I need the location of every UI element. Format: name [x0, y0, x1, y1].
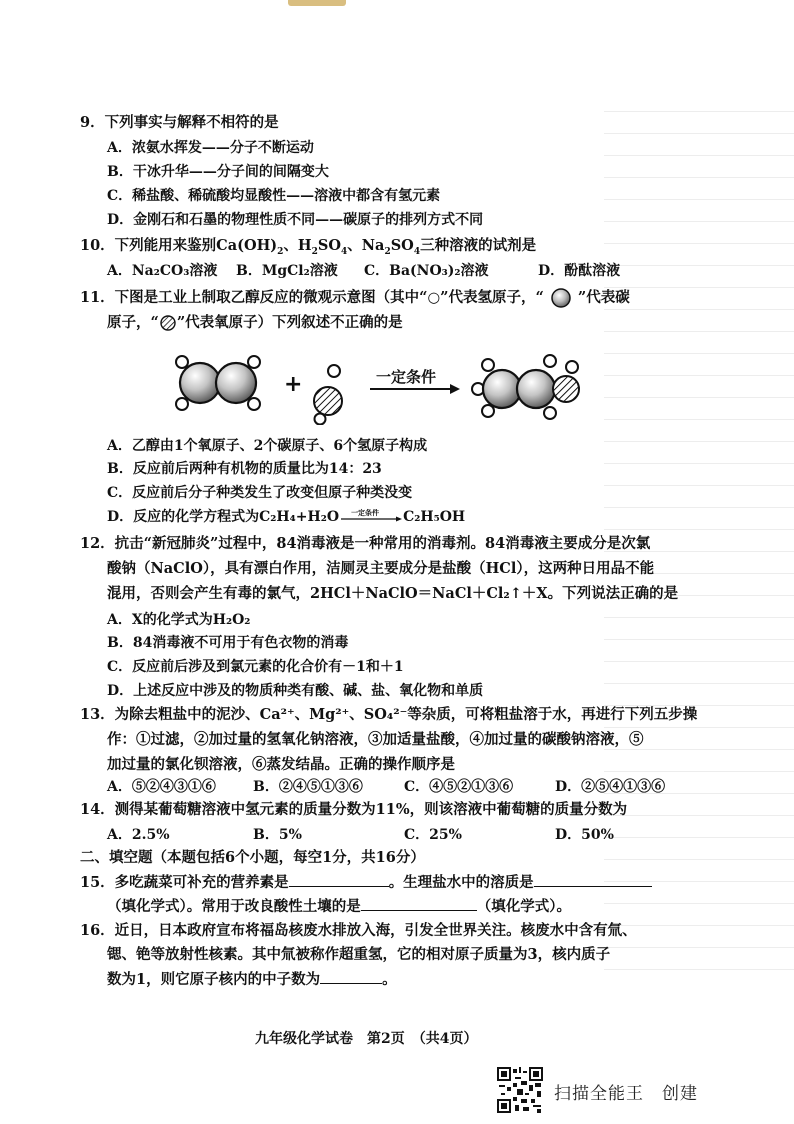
q11-option-b: B．反应前后两种有机物的质量比为14：23 — [107, 461, 382, 477]
q13-option-a: A．⑤②④③①⑥ — [107, 779, 216, 795]
arrow-condition-label: 一定条件 — [376, 368, 437, 386]
q10-option-d: D．酚酞溶液 — [538, 263, 621, 279]
q10-option-a: A．Na₂CO₃溶液 — [107, 263, 218, 279]
q15-line2: （填化学式）。常用于改良酸性土壤的是 （填化学式）。 — [107, 898, 571, 915]
q12-option-a: A．X的化学式为H₂O₂ — [107, 612, 251, 628]
q15-line1: 15．多吃蔬菜可补充的营养素是 。生理盐水中的溶质是 — [80, 872, 652, 893]
q10-stem: 10．下列能用来鉴别$Ca(OH)_2$、$H_2SO_4$、$Na_2SO_4$三种溶液的试剂是 — [80, 237, 537, 257]
q15-blank-nutrient[interactable] — [289, 872, 389, 887]
scanner-watermark: 扫描全能王 创建 — [554, 1084, 698, 1104]
qr-code-icon — [497, 1067, 543, 1113]
q15-blank-soil[interactable] — [361, 896, 477, 911]
q9-stem: 9．下列事实与解释不相符的是 — [80, 114, 279, 131]
oxygen-atom-legend-icon — [159, 314, 177, 332]
q10-option-c: C．Ba(NO₃)₂溶液 — [364, 263, 489, 279]
equation-condition: 一定条件 — [351, 508, 380, 517]
q11-stem-line2: 原子，“ ”代表氧原子）下列叙述不正确的是 — [107, 314, 403, 331]
q12-stem-line1: 12．抗击“新冠肺炎”过程中，84消毒液是一种常用的消毒剂。84消毒液主要成分是次氯 — [80, 535, 651, 552]
q13-option-d: D．②⑤④①③⑥ — [555, 779, 666, 795]
q12-option-d: D．上述反应中涉及的物质种类有酸、碱、盐、氧化物和单质 — [107, 683, 484, 699]
carbon-atom-legend-icon — [550, 287, 572, 309]
q9-option-d: D．金刚石和石墨的物理性质不同——碳原子的排列方式不同 — [107, 212, 484, 228]
q13-option-b: B．②④⑤①③⑥ — [253, 779, 363, 795]
q11-option-a: A．乙醇由1个氧原子、2个碳原子、6个氢原子构成 — [107, 438, 428, 454]
ethylene-molecule — [176, 356, 260, 410]
q14-option-c: C．25% — [404, 827, 462, 843]
q11-option-c: C．反应前后分子种类发生了改变但原子种类没变 — [107, 485, 413, 501]
q14-option-a: A．2.5% — [107, 827, 170, 843]
q11-option-d: D．反应的化学方程式为C₂H₄+H₂O 一定条件 C₂H₅OH — [107, 507, 465, 527]
q14-stem: 14．测得某葡萄糖溶液中氢元素的质量分数为11%，则该溶液中葡萄糖的质量分数为 — [80, 801, 628, 818]
q14-option-d: D．50% — [555, 827, 614, 843]
q9-option-b: B．干冰升华——分子间的间隔变大 — [107, 164, 329, 180]
q12-stem-line2: 酸钠（NaClO），具有漂白作用，洁厕灵主要成分是盐酸（HCl），这两种日用品不能 — [107, 560, 655, 577]
reaction-arrow-icon — [450, 384, 460, 394]
q11-stem-line1: 11．下图是工业上制取乙醇反应的微观示意图（其中“○”代表氢原子，“ ”代表碳 — [80, 288, 630, 308]
q10-option-b: B．MgCl₂溶液 — [236, 263, 338, 279]
section-heading-fill-in: 二、填空题（本题包括6个小题，每空1分，共16分） — [80, 849, 425, 866]
page-footer: 九年级化学试卷 第2页 （共4页） — [255, 1031, 478, 1047]
q15-blank-solute[interactable] — [534, 872, 652, 887]
q13-stem-line3: 加过量的氯化钡溶液，⑥蒸发结晶。正确的操作顺序是 — [107, 756, 455, 773]
q14-option-b: B．5% — [253, 827, 302, 843]
q12-option-c: C．反应前后涉及到氯元素的化合价有－1和＋1 — [107, 659, 404, 675]
equation-arrow-icon — [339, 515, 403, 523]
q16-line3: 数为1，则它原子核内的中子数为 。 — [107, 971, 397, 988]
q16-blank-neutrons[interactable] — [320, 969, 382, 984]
q12-stem-line3: 混用，否则会产生有毒的氯气，2HCl＋NaClO＝NaCl＋Cl₂↑＋X。下列说法正确的是 — [107, 585, 679, 602]
q13-stem-line2: 作：①过滤，②加过量的氢氧化钠溶液，③加适量盐酸，④加过量的碳酸钠溶液，⑤ — [107, 731, 644, 748]
q12-option-b: B．84消毒液不可用于有色衣物的消毒 — [107, 635, 349, 651]
ethanol-molecule — [472, 355, 579, 419]
q13-option-c: C．④⑤②①③⑥ — [404, 779, 514, 795]
q16-line2: 锶、铯等放射性核素。其中氚被称作超重氢，它的相对原子质量为3，核内质子 — [107, 946, 611, 963]
binding-mark — [288, 0, 346, 6]
q9-option-a: A．浓氨水挥发——分子不断运动 — [107, 140, 314, 156]
q16-line1: 16．近日，日本政府宣布将福岛核废水排放入海，引发全世界关注。核废水中含有氚、 — [80, 922, 637, 939]
water-molecule — [314, 365, 342, 425]
q13-stem-line1: 13．为除去粗盐中的泥沙、Ca²⁺、Mg²⁺、SO₄²⁻等杂质，可将粗盐溶于水，再进行下列五步操 — [80, 706, 698, 723]
plus-sign: + — [284, 372, 303, 397]
q9-option-c: C．稀盐酸、稀硫酸均显酸性——溶液中都含有氢元素 — [107, 188, 441, 204]
ethanol-reaction-diagram — [160, 345, 600, 425]
